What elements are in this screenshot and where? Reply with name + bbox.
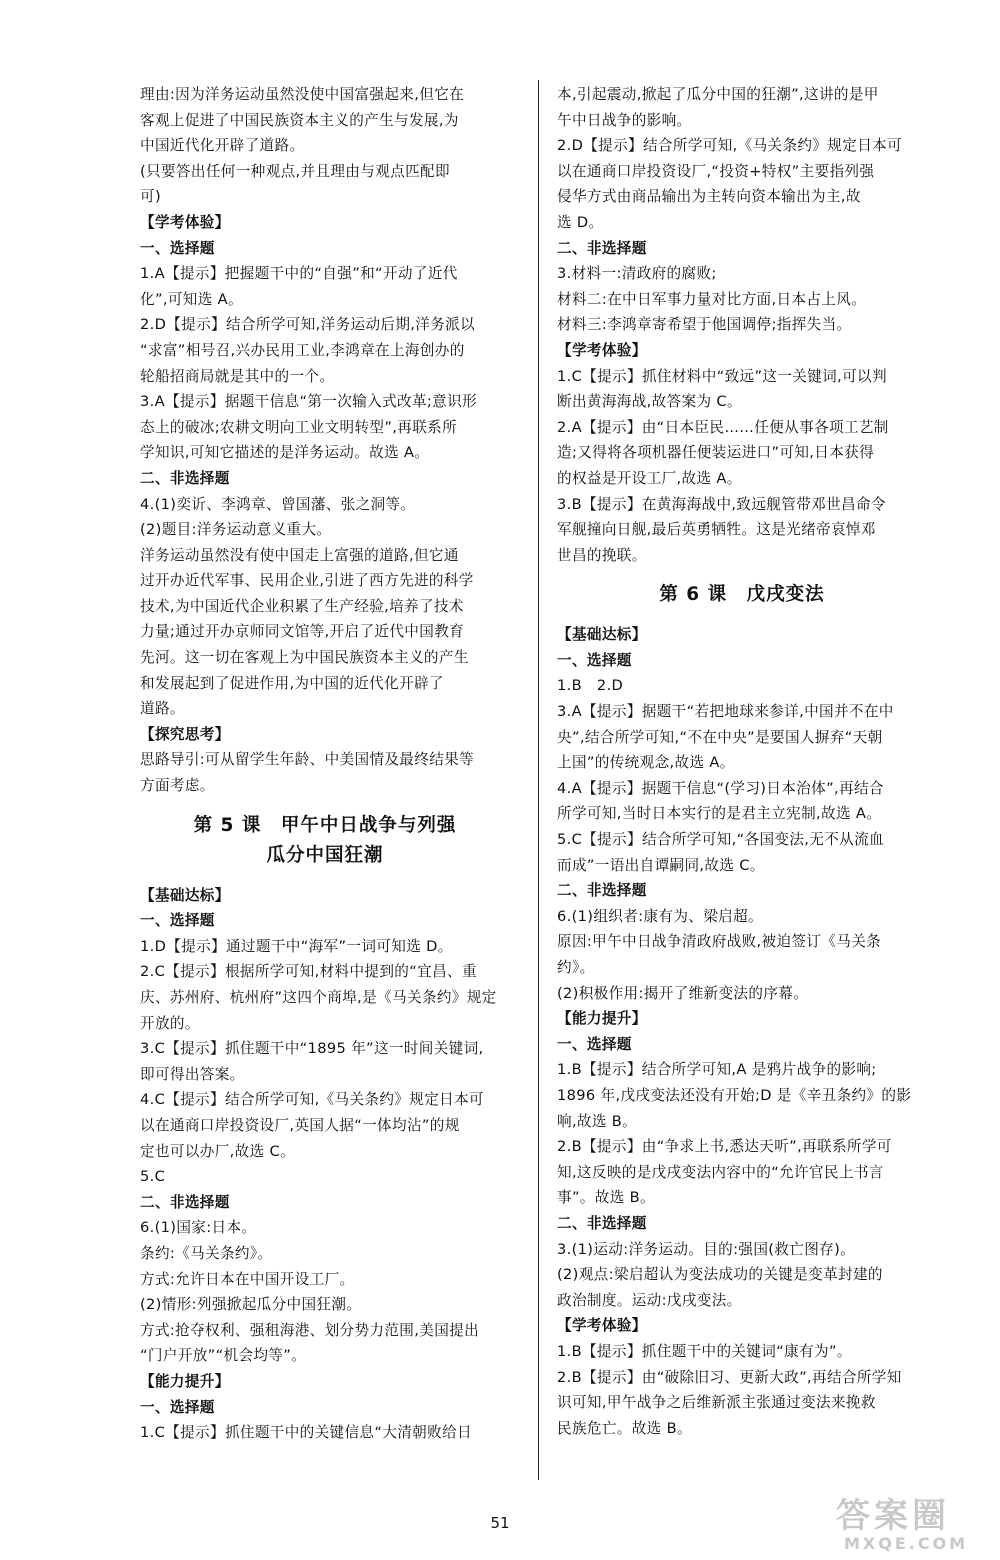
- text-line: 识可知,甲午战争之后维新派主张通过变法来挽救: [557, 1394, 876, 1412]
- text-line: 1.C【提示】抓住材料中“致远”这一关键词,可以判: [557, 367, 887, 385]
- section-heading: 【学考体验】: [557, 341, 647, 359]
- text-line: 侵华方式由商品输出为主转向资本输出为主,故: [557, 188, 861, 206]
- text-line: 而成”一语出自谭嗣同,故选 C。: [557, 856, 765, 874]
- text-line: 条约:《马关条约》。: [140, 1244, 273, 1262]
- text-line: 方式:允许日本在中国开设工厂。: [140, 1270, 355, 1288]
- text-line: 学知识,可知它描述的是洋务运动。故选 A。: [140, 444, 430, 462]
- text-line: 造;又得将各项机器任便装运进口”可知,日本获得: [557, 444, 875, 462]
- watermark-text: 答案圈: [836, 1496, 950, 1536]
- text-line: 5.C: [140, 1168, 166, 1186]
- text-line: 定也可以办厂,故选 C。: [140, 1142, 296, 1160]
- text-line: 先河。这一切在客观上为中国民族资本主义的产生: [140, 649, 469, 667]
- text-line: 约》。: [557, 959, 595, 976]
- text-line: 民族危亡。故选 B。: [557, 1419, 692, 1437]
- section-heading: 【探究思考】: [140, 725, 230, 743]
- subsection-heading: 二、非选择题: [140, 1193, 230, 1211]
- subsection-heading: 一、选择题: [140, 912, 215, 930]
- subsection-heading: 一、选择题: [557, 1035, 632, 1053]
- text-line: 技术,为中国近代企业积累了生产经验,培养了技术: [140, 597, 464, 615]
- text-line: 午中日战争的影响。: [557, 111, 692, 129]
- text-line: 洋务运动虽然没有使中国走上富强的道路,但它通: [140, 546, 459, 564]
- text-line: (2)情形:列强掀起瓜分中国狂潮。: [140, 1296, 362, 1314]
- subsection-heading: 一、选择题: [140, 239, 215, 257]
- text-line: (2)观点:梁启超认为变法成功的关键是变革封建的: [557, 1266, 883, 1284]
- subsection-heading: 一、选择题: [557, 651, 632, 669]
- text-line: 方式:抢夺权利、强租海港、划分势力范围,美国提出: [140, 1321, 480, 1339]
- text-line: 上国”的传统观念,故选 A。: [557, 754, 735, 772]
- subsection-heading: 二、非选择题: [557, 882, 647, 900]
- text-line: 断出黄海海战,故答案为 C。: [557, 393, 742, 411]
- text-line: 思路导引:可从留学生年龄、中美国情及最终结果等: [140, 751, 475, 769]
- text-line: 1.A【提示】把握题干中的“自强”和“开动了近代: [140, 265, 458, 283]
- text-line: 3.A【提示】据题干“若把地球来参详,中国并不在中: [557, 703, 894, 721]
- text-line: 客观上促进了中国民族资本主义的产生与发展,为: [140, 111, 459, 129]
- text-line: 道路。: [140, 700, 185, 718]
- text-line: 4.(1)奕䜣、李鸿章、曾国藩、张之洞等。: [140, 495, 416, 513]
- watermark-url: MXQE.COM: [844, 1534, 969, 1553]
- text-line: 化”,可知选 A。: [140, 290, 243, 308]
- text-line: 政治制度。运动:戊戌变法。: [557, 1291, 742, 1309]
- text-line: 6.(1)国家:日本。: [140, 1219, 257, 1237]
- text-line: 世昌的挽联。: [557, 546, 647, 564]
- text-line: 3.B【提示】在黄海海战中,致远舰管带邓世昌命令: [557, 495, 886, 513]
- text-line: 军舰撞向日舰,最后英勇牺牲。这是光绪帝哀悼邓: [557, 521, 876, 539]
- text-line: 响,故选 B。: [557, 1112, 638, 1130]
- text-line: 所学可知,当时日本实行的是君主立宪制,故选 A。: [557, 805, 882, 823]
- right-column: [557, 82, 927, 1441]
- subsection-heading: 二、非选择题: [140, 469, 230, 487]
- subsection-heading: 二、非选择题: [557, 1214, 647, 1232]
- text-line: 2.D【提示】结合所学可知,洋务运动后期,洋务派以: [140, 316, 476, 334]
- text-line: 的权益是开设工厂,故选 A。: [557, 469, 742, 487]
- text-line: 1.B 2.D: [557, 677, 624, 695]
- section-heading: 【基础达标】: [140, 886, 230, 904]
- text-line: 1.D【提示】通过题干中“海军”一词可知选 D。: [140, 937, 453, 955]
- lesson-title: 瓜分中国狂潮: [266, 844, 384, 866]
- text-line: 央”,结合所学可知,“不在中央”是要国人摒弃“天朝: [557, 728, 883, 746]
- text-line: 本,引起震动,掀起了瓜分中国的狂潮”,这讲的是甲: [557, 86, 879, 103]
- text-line: 态上的破冰;农耕文明向工业文明转型”,再联系所: [140, 418, 458, 436]
- text-line: (2)题目:洋务运动意义重大。: [140, 521, 332, 539]
- text-line: 1.B【提示】结合所学可知,A 是鸦片战争的影响;: [557, 1061, 877, 1079]
- text-line: 方面考虑。: [140, 777, 215, 795]
- column-divider: [538, 80, 539, 1480]
- section-heading: 【基础达标】: [557, 626, 647, 644]
- section-heading: 【学考体验】: [557, 1317, 647, 1335]
- text-line: 3.C【提示】抓住题干中“1895 年”这一时间关键词,: [140, 1040, 484, 1058]
- text-line: 事”。故选 B。: [557, 1189, 655, 1207]
- text-line: 材料二:在中日军事力量对比方面,日本占上风。: [557, 290, 867, 308]
- text-line: (2)积极作用:揭开了维新变法的序幕。: [557, 984, 809, 1002]
- subsection-heading: 二、非选择题: [557, 239, 647, 257]
- text-line: 2.B【提示】由“破除旧习、更新大政”,再结合所学知: [557, 1368, 902, 1386]
- subsection-heading: 一、选择题: [140, 1398, 215, 1416]
- text-line: 理由:因为洋务运动虽然没使中国富强起来,但它在: [140, 86, 465, 103]
- lesson-title: 第 5 课 甲午中日战争与列强: [193, 814, 457, 836]
- text-line: 1896 年,戊戌变法还没有开始;D 是《辛丑条约》的影: [557, 1086, 912, 1104]
- text-line: 可): [140, 188, 161, 206]
- text-line: 庆、苏州府、杭州府”这四个商埠,是《马关条约》规定: [140, 989, 497, 1006]
- watermark-logo: [836, 1497, 992, 1557]
- text-line: 即可得出答案。: [140, 1065, 245, 1083]
- text-line: 4.C【提示】结合所学可知,《马关条约》规定日本可: [140, 1091, 484, 1109]
- lesson-title: 第 6 课 戊戌变法: [659, 584, 825, 606]
- text-line: 1.B【提示】抓住题干中的关键词“康有为”。: [557, 1342, 852, 1360]
- text-line: 4.A【提示】据题干信息“(学习)日本治体”,再结合: [557, 779, 884, 797]
- text-line: 过开办近代军事、民用企业,引进了西方先进的科学: [140, 572, 474, 590]
- text-line: 2.D【提示】结合所学可知,《马关条约》规定日本可: [557, 137, 903, 155]
- page-number: 51: [490, 1514, 510, 1532]
- text-line: 轮船招商局就是其中的一个。: [140, 367, 335, 385]
- text-line: “门户开放”“机会均等”。: [140, 1347, 307, 1365]
- text-line: 材料三:李鸿章寄希望于他国调停;指挥失当。: [557, 316, 852, 334]
- text-line: 2.A【提示】由“日本臣民……任便从事各项工艺制: [557, 418, 889, 436]
- text-line: 选 D。: [557, 213, 604, 231]
- text-line: 6.(1)组织者:康有为、梁启超。: [557, 907, 763, 925]
- text-line: 2.C【提示】根据所学可知,材料中提到的“宜昌、重: [140, 963, 477, 981]
- text-line: 开放的。: [140, 1014, 200, 1032]
- section-heading: 【能力提升】: [557, 1010, 647, 1028]
- section-heading: 【能力提升】: [140, 1372, 230, 1390]
- text-line: “求富”相号召,兴办民用工业,李鸿章在上海创办的: [140, 341, 465, 359]
- text-line: 以在通商口岸投资设厂,“投资+特权”主要指列强: [557, 162, 875, 180]
- text-line: 中国近代化开辟了道路。: [140, 137, 305, 155]
- text-line: (只要答出任何一种观点,并且理由与观点匹配即: [140, 162, 450, 180]
- text-line: 2.B【提示】由“争求上书,悉达天听”,再联系所学可: [557, 1138, 892, 1156]
- text-line: 1.C【提示】抓住题干中的关键信息“大清朝败给日: [140, 1424, 472, 1442]
- left-column: [140, 82, 510, 1446]
- text-line: 3.(1)运动:洋务运动。目的:强国(救亡图存)。: [557, 1240, 856, 1258]
- section-heading: 【学考体验】: [140, 213, 230, 231]
- text-line: 知,这反映的是戊戌变法内容中的“允许官民上书言: [557, 1163, 884, 1181]
- text-line: 3.材料一:清政府的腐败;: [557, 265, 717, 283]
- text-line: 原因:甲午中日战争清政府战败,被迫签订《马关条: [557, 933, 882, 951]
- text-line: 以在通商口岸投资设厂,英国人据“一体均沾”的规: [140, 1116, 460, 1134]
- text-line: 和发展起到了促进作用,为中国的近代化开辟了: [140, 674, 444, 692]
- text-line: 5.C【提示】结合所学可知,“各国变法,无不从流血: [557, 831, 884, 849]
- text-line: 力量;通过开办京师同文馆等,开启了近代中国教育: [140, 623, 465, 641]
- text-line: 3.A【提示】据题干信息“第一次输入式改革;意识形: [140, 393, 478, 411]
